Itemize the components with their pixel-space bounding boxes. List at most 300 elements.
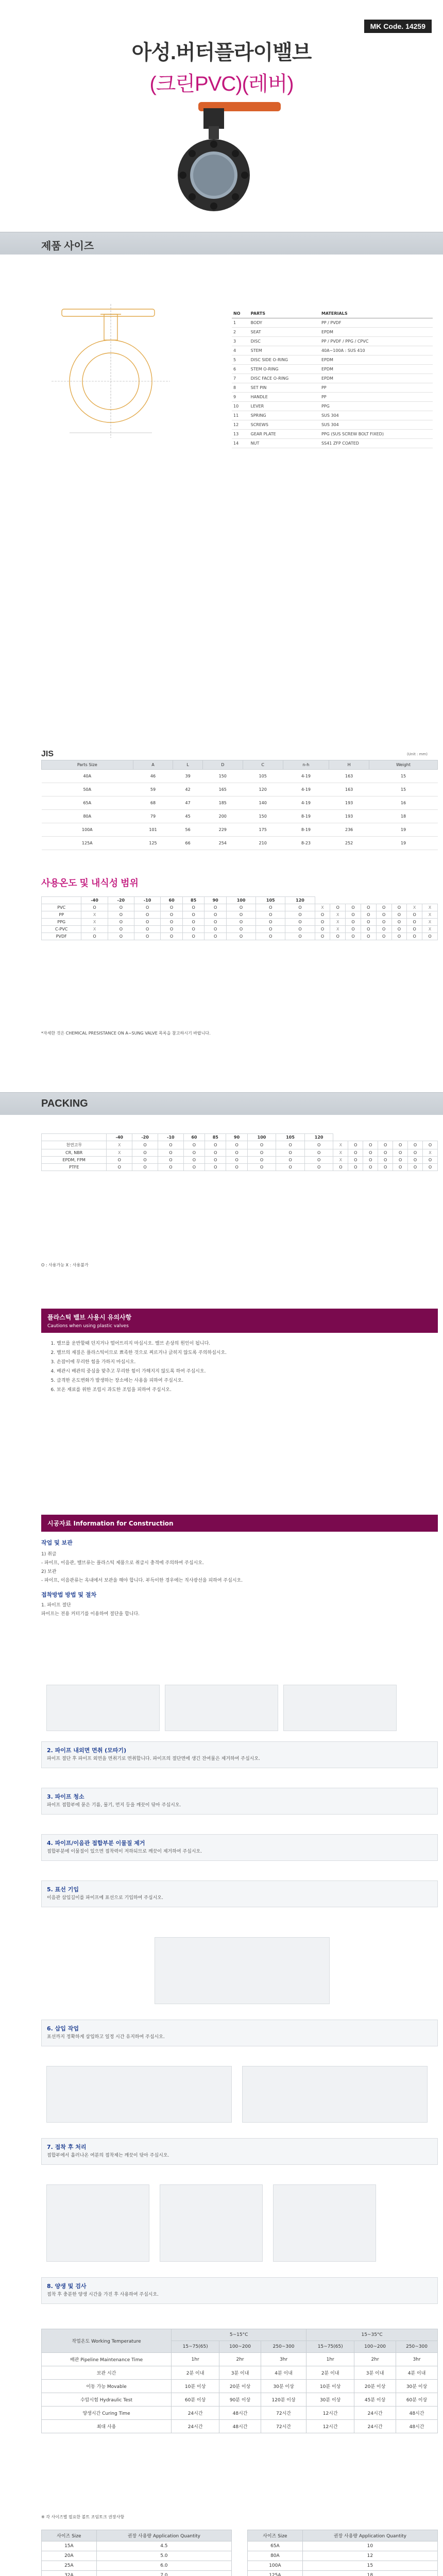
jis-cell: 150	[202, 770, 243, 783]
step4-box	[41, 1788, 438, 1815]
jis-cell: 18	[369, 810, 438, 823]
jis-cell: 163	[329, 783, 369, 796]
material-name: PVC	[42, 904, 81, 911]
packing-mark: O	[276, 1141, 305, 1149]
resistance-mark: O	[108, 926, 134, 933]
bolt-cell: 15A	[42, 2541, 97, 2551]
col-materials: MATERIALS	[320, 309, 433, 318]
jis-cell: 8-19	[283, 810, 329, 823]
jis-cell: 236	[329, 823, 369, 837]
resistance-mark: O	[346, 911, 361, 919]
resistance-mark: O	[361, 911, 376, 919]
jis-cell: 66	[173, 837, 202, 850]
jis-cell: 15	[369, 770, 438, 783]
part-no: 9	[232, 393, 249, 402]
resistance-mark: X	[422, 911, 438, 919]
step7-text: 표선까지 정확하게 삽입하고 일정 시간 유지하여 주십시오.	[47, 2035, 165, 2040]
curing-value: 24시간	[172, 2406, 219, 2420]
jis-cell: 68	[133, 796, 173, 810]
resistance-mark: X	[422, 926, 438, 933]
part-material: PP / PVDF / PPG / CPVC	[320, 337, 433, 346]
resistance-mark: O	[285, 933, 315, 940]
curing-label: 최대 사용	[42, 2420, 172, 2433]
jis-cell: 105	[243, 770, 283, 783]
jis-col-header: Weight	[369, 760, 438, 770]
packing-mark: O	[247, 1157, 276, 1164]
packing-mark: X	[107, 1149, 132, 1157]
curing-value: 20분 이상	[219, 2380, 261, 2393]
curing-value: 90분 이상	[219, 2393, 261, 2406]
caution-subtitle: Cautions when using plastic valves	[47, 1324, 129, 1329]
jis-row	[42, 796, 438, 810]
curing-value: 4분 이내	[396, 2366, 438, 2380]
step3-text: 파이프 절단 후 파이프 외면을 면취기로 면취합니다. 파이프의 절단면에 생긴 잔여물은 제거하여 주십시오.	[47, 1756, 260, 1761]
resistance-mark: O	[315, 933, 330, 940]
resistance-mark: X	[81, 926, 108, 933]
part-name: STEM	[249, 346, 320, 355]
bolt-row	[42, 2551, 232, 2561]
size-col-header: 250~300	[261, 2341, 306, 2353]
jis-col-header: D	[202, 760, 243, 770]
jis-cell: 16	[369, 796, 438, 810]
jis-cell: 4-19	[283, 783, 329, 796]
curing-value: 2hr	[354, 2353, 396, 2366]
part-name: STEM O-RING	[249, 365, 320, 374]
jis-cell: 185	[202, 796, 243, 810]
packing-mark: O	[408, 1157, 423, 1164]
parts-row	[232, 328, 433, 337]
part-material: SUS 304	[320, 411, 433, 420]
resistance-mark: O	[81, 933, 108, 940]
step3-box	[41, 1741, 438, 1768]
jis-col-header: Parts Size	[42, 760, 133, 770]
parts-row	[232, 430, 433, 439]
resistance-mark: O	[182, 926, 205, 933]
packing-mark: O	[363, 1149, 378, 1157]
resistance-mark: O	[361, 919, 376, 926]
packing-mark: O	[247, 1141, 276, 1149]
jis-cell: 40A	[42, 770, 133, 783]
caution-title: 플라스틱 밸브 사용시 유의사항	[47, 1314, 132, 1321]
packing-mark: O	[247, 1149, 276, 1157]
resistance-mark: X	[330, 911, 346, 919]
bolt-cell: 10	[302, 2541, 437, 2551]
curing-value: 48시간	[219, 2406, 261, 2420]
curing-value: 12시간	[306, 2406, 354, 2420]
temp-header: 90	[205, 897, 227, 904]
step2-sub: 1. 파이프 절단	[41, 1603, 71, 1608]
parts-row	[232, 402, 433, 411]
jis-cell: 200	[202, 810, 243, 823]
packing-mark: O	[408, 1141, 423, 1149]
jis-cell: 120	[243, 783, 283, 796]
jis-col-header: C	[243, 760, 283, 770]
packing-name: PTFE	[42, 1164, 107, 1171]
resistance-mark: O	[134, 911, 161, 919]
packing-mark: O	[183, 1141, 205, 1149]
resistance-mark: O	[422, 933, 438, 940]
curing-row	[42, 2393, 438, 2406]
parts-row	[232, 420, 433, 430]
bolt-cell: 18	[302, 2571, 437, 2576]
col-parts: PARTS	[249, 309, 320, 318]
packing-mark: O	[378, 1149, 393, 1157]
bolt-cell: 4.5	[96, 2541, 231, 2551]
temp-header: -10	[158, 1134, 183, 1141]
packing-mark: O	[158, 1141, 183, 1149]
jis-cell: 150	[243, 810, 283, 823]
curing-row	[42, 2406, 438, 2420]
packing-mark: O	[393, 1141, 408, 1149]
material-name: PVDF	[42, 933, 81, 940]
section-title: 제품 사이즈	[41, 241, 94, 252]
jis-col-header: L	[173, 760, 202, 770]
bolt-cell: 20A	[42, 2551, 97, 2561]
resistance-mark: O	[315, 919, 330, 926]
bolt-cell: 5.0	[96, 2551, 231, 2561]
caution-item: 2. 밸브의 재질은 플라스틱이므로 뾰족한 것으로 찌르거나 긁히지 않도록 주의하십시오.	[57, 1348, 432, 1358]
curing-label: 이동 가능 Movable	[42, 2380, 172, 2393]
photo-1	[46, 2184, 149, 2262]
packing-mark: O	[363, 1157, 378, 1164]
jis-cell: 50A	[42, 783, 133, 796]
packing-mark: O	[408, 1149, 423, 1157]
resistance-mark: O	[285, 904, 315, 911]
bolt-cell: 65A	[248, 2541, 303, 2551]
jis-cell: 79	[133, 810, 173, 823]
packing-mark: O	[226, 1157, 247, 1164]
resistance-mark: O	[285, 919, 315, 926]
jis-cell: 4-19	[283, 796, 329, 810]
packing-row	[42, 1164, 438, 1171]
step1-lines	[41, 1550, 438, 1585]
packing-mark: O	[158, 1157, 183, 1164]
temp-header: 85	[205, 1134, 226, 1141]
packing-mark: O	[378, 1164, 393, 1171]
resistance-mark: O	[330, 904, 346, 911]
part-name: GEAR PLATE	[249, 430, 320, 439]
parts-row	[232, 355, 433, 365]
resistance-mark: O	[346, 904, 361, 911]
resistance-mark: O	[161, 933, 183, 940]
photo-3	[273, 2184, 376, 2262]
jis-cell: 254	[202, 837, 243, 850]
temp-header: 120	[285, 897, 315, 904]
packing-mark: O	[205, 1141, 226, 1149]
packing-mark: O	[247, 1164, 276, 1171]
caution-item: 4. 배관시 배관의 중심을 맞추고 무리한 힘이 가해지지 않도록 하여 주십시오.	[57, 1367, 432, 1376]
chem-table	[41, 896, 438, 940]
jis-cell: 193	[329, 810, 369, 823]
packing-mark: O	[304, 1141, 333, 1149]
parts-row	[232, 337, 433, 346]
valve-photo	[131, 98, 312, 216]
parts-row	[232, 374, 433, 383]
curing-value: 30분 이상	[306, 2393, 354, 2406]
resistance-mark: O	[108, 904, 134, 911]
size-col-header: 250~300	[396, 2341, 438, 2353]
temp-header: -10	[134, 897, 161, 904]
packing-mark: O	[205, 1164, 226, 1171]
curing-label: 양생시간 Curing Time	[42, 2406, 172, 2420]
resistance-mark: O	[391, 904, 407, 911]
bolt-col-header: 사이즈 Size	[248, 2530, 303, 2541]
jis-row	[42, 823, 438, 837]
resistance-mark: O	[108, 911, 134, 919]
packing-mark: O	[183, 1149, 205, 1157]
jis-cell: 229	[202, 823, 243, 837]
part-no: 4	[232, 346, 249, 355]
size-col-header: 15~75(65)	[306, 2341, 354, 2353]
resistance-mark: O	[256, 904, 285, 911]
step5-box	[41, 1834, 438, 1861]
step9-title: 8. 양생 및 검사	[47, 2283, 87, 2290]
parts-row	[232, 393, 433, 402]
bolt-row	[248, 2571, 438, 2576]
packing-mark: O	[363, 1141, 378, 1149]
jis-cell: 175	[243, 823, 283, 837]
jis-cell: 39	[173, 770, 202, 783]
mk-code-badge: MK Code. 14259	[364, 20, 432, 33]
chem-row	[42, 911, 438, 919]
resistance-mark: O	[376, 904, 391, 911]
caution-item: 6. 보온 재료를 위한 조립시 과도한 조임을 피하여 주십시오.	[57, 1385, 432, 1395]
chem-row	[42, 933, 438, 940]
temp-header: 60	[161, 897, 183, 904]
curing-value: 1hr	[306, 2353, 354, 2366]
packing-mark: O	[408, 1164, 423, 1171]
jis-cell: 252	[329, 837, 369, 850]
bolt-col-header: 사이즈 Size	[42, 2530, 97, 2541]
resistance-mark: O	[256, 911, 285, 919]
step5-text: 접합부분에 이물질이 있으면 접착력이 저하되므로 깨끗이 제거하여 주십시오.	[47, 1849, 202, 1854]
bolt-row	[42, 2571, 232, 2576]
step6-title: 5. 표선 기입	[47, 1886, 79, 1893]
curing-value: 3분 이내	[219, 2366, 261, 2380]
parts-row	[232, 383, 433, 393]
packing-mark: O	[348, 1164, 363, 1171]
caution-list	[41, 1333, 438, 1401]
temp-header: -20	[108, 897, 134, 904]
packing-mark: O	[132, 1149, 158, 1157]
curing-label: 보관 시간	[42, 2366, 172, 2380]
size-col-header: 100~200	[219, 2341, 261, 2353]
packing-mark: O	[304, 1157, 333, 1164]
resistance-mark: O	[391, 933, 407, 940]
jis-cell: 163	[329, 770, 369, 783]
resistance-mark: O	[161, 919, 183, 926]
step1-title: 작업 및 보관	[41, 1539, 73, 1546]
caution-header	[41, 1309, 438, 1333]
jis-cell: 19	[369, 823, 438, 837]
resistance-mark: O	[376, 919, 391, 926]
packing-mark: O	[348, 1141, 363, 1149]
resistance-mark: O	[226, 904, 255, 911]
resistance-mark: X	[81, 919, 108, 926]
resistance-mark: O	[134, 933, 161, 940]
resistance-mark: O	[161, 911, 183, 919]
curing-value: 72시간	[261, 2420, 306, 2433]
bolt-cell: 15	[302, 2561, 437, 2571]
step6-box	[41, 1880, 438, 1907]
resistance-mark: X	[422, 904, 438, 911]
packing-mark: O	[393, 1157, 408, 1164]
bolt-row	[248, 2551, 438, 2561]
temp-header: 작업온도 Working Temperature	[42, 2329, 172, 2353]
resistance-mark: O	[108, 933, 134, 940]
curing-value: 2분 이내	[172, 2366, 219, 2380]
dimension-diagram	[41, 299, 180, 448]
packing-row	[42, 1141, 438, 1149]
packing-mark: O	[422, 1164, 437, 1171]
step2-text: 파이프는 전용 커터기를 이용하여 절단을 합니다.	[41, 1612, 140, 1617]
jis-cell: 15	[369, 783, 438, 796]
packing-mark: O	[348, 1149, 363, 1157]
temp-header: 105	[276, 1134, 305, 1141]
packing-mark: X	[422, 1149, 437, 1157]
resistance-mark: O	[361, 933, 376, 940]
marking-image	[155, 1937, 330, 2004]
jis-cell: 8-23	[283, 837, 329, 850]
step9-text: 접착 후 충분한 양생 시간을 가진 후 사용하여 주십시오.	[47, 2292, 159, 2297]
curing-value: 60분 이상	[172, 2393, 219, 2406]
jis-cell: 140	[243, 796, 283, 810]
step9-box	[41, 2277, 438, 2304]
curing-value: 3hr	[261, 2353, 306, 2366]
temp-header: 105	[256, 897, 285, 904]
packing-mark: O	[363, 1164, 378, 1171]
title-block	[0, 36, 443, 97]
step7-title: 6. 삽입 작업	[47, 2025, 79, 2032]
resistance-mark: O	[205, 904, 227, 911]
packing-name: CR, NBR	[42, 1149, 107, 1157]
part-material: 40A~100A : SUS 410	[320, 346, 433, 355]
resistance-mark: O	[346, 933, 361, 940]
packing-mark: O	[348, 1157, 363, 1164]
part-no: 7	[232, 374, 249, 383]
install-body	[41, 1535, 438, 1619]
step1-line: 1) 취급	[41, 1552, 57, 1557]
step8-text: 접합부에서 흘러나온 여분의 접착제는 깨끗이 닦아 주십시오.	[47, 2153, 169, 2158]
resistance-mark: O	[108, 919, 134, 926]
temp-header: 90	[226, 1134, 247, 1141]
bolt-cell: 100A	[248, 2561, 303, 2571]
step7-box	[41, 2020, 438, 2046]
packing-mark: O	[304, 1164, 333, 1171]
part-no: 14	[232, 439, 249, 448]
part-name: SPRING	[249, 411, 320, 420]
parts-row	[232, 318, 433, 328]
resistance-mark: X	[407, 904, 422, 911]
jis-col-header: H	[329, 760, 369, 770]
resistance-mark: O	[330, 933, 346, 940]
pipe-cut-image-3	[283, 1685, 397, 1731]
pipe-cut-image-1	[46, 1685, 160, 1731]
resistance-mark: O	[226, 919, 255, 926]
parts-row	[232, 411, 433, 420]
curing-value: 20분 이상	[354, 2380, 396, 2393]
packing-mark: X	[333, 1141, 348, 1149]
jis-cell: 8-19	[283, 823, 329, 837]
bolt-cell: 32A	[42, 2571, 97, 2576]
bolt-cell: 25A	[42, 2561, 97, 2571]
part-name: BODY	[249, 318, 320, 328]
packing-mark: O	[304, 1149, 333, 1157]
part-material: EPDM	[320, 374, 433, 383]
resistance-mark: O	[182, 911, 205, 919]
temp-header: 85	[182, 897, 205, 904]
resistance-mark: O	[285, 911, 315, 919]
bolt-cell: 12	[302, 2551, 437, 2561]
packing-mark: O	[107, 1164, 132, 1171]
step4-title: 3. 파이프 청소	[47, 1793, 84, 1800]
jis-cell: 19	[369, 837, 438, 850]
jis-cell: 125	[133, 837, 173, 850]
parts-table	[232, 309, 433, 448]
part-name: SET PIN	[249, 383, 320, 393]
jis-cell: 65A	[42, 796, 133, 810]
caution-item: 3. 손잡이에 무리한 힘을 가하지 마십시오.	[57, 1358, 432, 1367]
unit-label: (Unit : mm)	[406, 752, 428, 756]
resistance-mark: O	[226, 926, 255, 933]
part-name: DISC	[249, 337, 320, 346]
resistance-mark: O	[205, 919, 227, 926]
resistance-mark: O	[391, 911, 407, 919]
jis-cell: 193	[329, 796, 369, 810]
packing-mark: O	[158, 1149, 183, 1157]
resistance-mark: O	[376, 933, 391, 940]
packing-mark: O	[393, 1164, 408, 1171]
resistance-mark: O	[134, 919, 161, 926]
part-material: PP	[320, 383, 433, 393]
packing-corner	[42, 1134, 107, 1141]
jis-row	[42, 770, 438, 783]
curing-value: 3hr	[396, 2353, 438, 2366]
resistance-mark: O	[205, 911, 227, 919]
bolt-table-left	[41, 2530, 232, 2576]
insert-image-1	[46, 2066, 232, 2123]
resistance-mark: O	[407, 911, 422, 919]
resistance-mark: X	[81, 911, 108, 919]
jis-cell: 165	[202, 783, 243, 796]
resistance-mark: O	[205, 926, 227, 933]
packing-mark: O	[226, 1141, 247, 1149]
curing-value: 120분 이상	[261, 2393, 306, 2406]
part-material: PP	[320, 393, 433, 402]
curing-value: 1hr	[172, 2353, 219, 2366]
chem-row	[42, 926, 438, 933]
packing-mark: O	[393, 1149, 408, 1157]
resistance-mark: O	[161, 904, 183, 911]
chem-title: 사용온도 및 내식성 범위	[41, 878, 139, 888]
curing-row	[42, 2353, 438, 2366]
step1-line: - 파이프, 이음관, 밸브류는 플라스틱 제품으로 취급시 충격에 주의하여 주십시오.	[41, 1561, 204, 1566]
part-material: SUS 304	[320, 420, 433, 430]
temp-header: 120	[304, 1134, 333, 1141]
packing-mark: O	[183, 1164, 205, 1171]
part-no: 8	[232, 383, 249, 393]
resistance-mark: O	[134, 904, 161, 911]
packing-mark: O	[226, 1164, 247, 1171]
curing-row	[42, 2380, 438, 2393]
jis-col-header: n-h	[283, 760, 329, 770]
product-subtitle: (크린PVC)(레버)	[149, 73, 294, 95]
part-name: DISC FACE O-RING	[249, 374, 320, 383]
temp-header: -40	[81, 897, 108, 904]
resistance-mark: O	[182, 919, 205, 926]
curing-value: 30분 이상	[261, 2380, 306, 2393]
step3-title: 2. 파이프 내외면 면취 (모따기)	[47, 1747, 127, 1754]
